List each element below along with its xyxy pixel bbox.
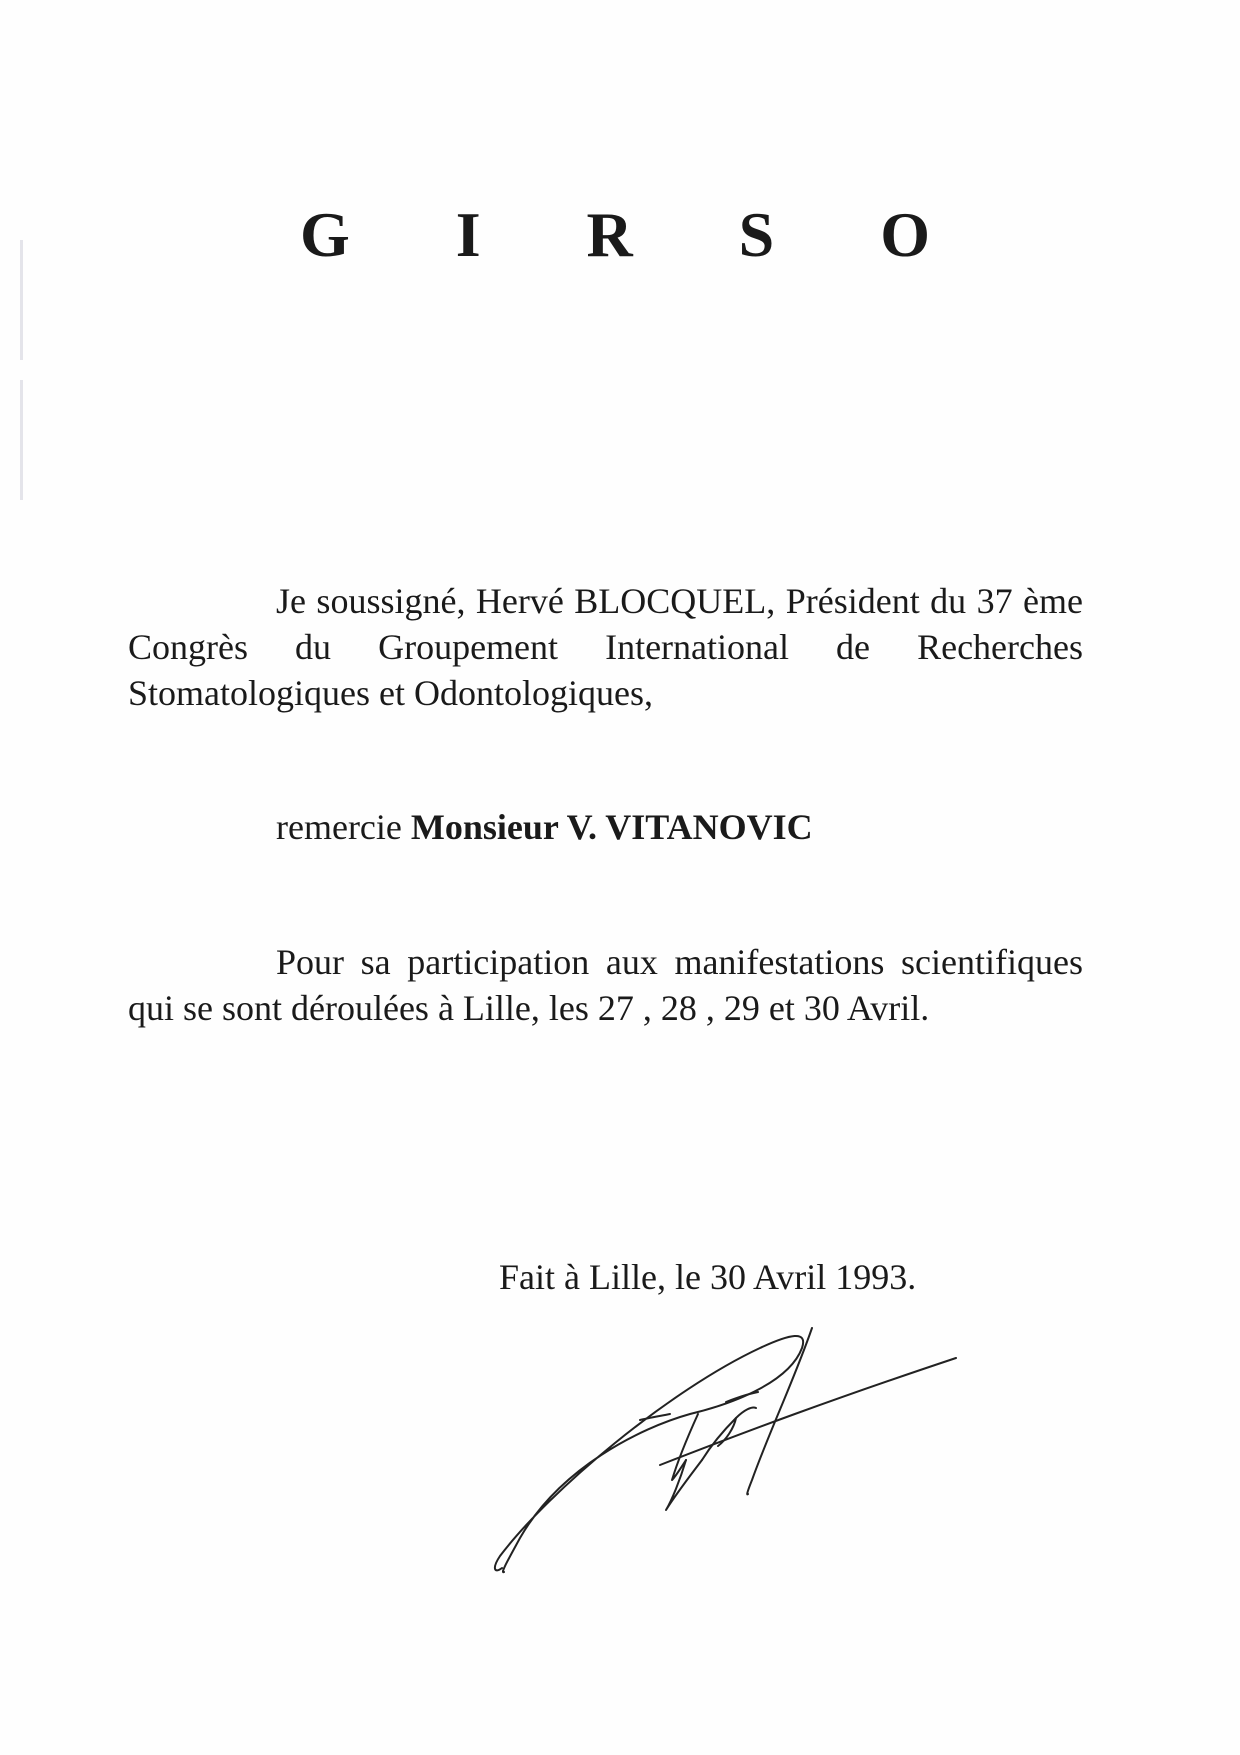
- scan-artifact: [20, 380, 23, 500]
- place-and-date: Fait à Lille, le 30 Avril 1993.: [499, 1257, 917, 1297]
- participation-paragraph: Pour sa participation aux manifestations scientifiques qui se sont déroulées à Lille, les 27 , 28 , 29 et 30 Avril.: [128, 942, 1083, 1028]
- handwritten-signature-icon: [490, 1310, 970, 1580]
- title-letter: G: [300, 199, 350, 270]
- document-title: [300, 195, 930, 275]
- declaration-paragraph: Je soussigné, Hervé BLOCQUEL, Président du 37 ème Congrès du Groupement International de Recherches Stomatologiques et Odontologiques,: [128, 581, 1083, 713]
- scan-artifact: [20, 240, 23, 360]
- title-letter: S: [738, 199, 775, 270]
- recipient-name: Monsieur V. VITANOVIC: [410, 807, 813, 847]
- thanks-verb: remercie: [276, 807, 402, 847]
- title-letter: R: [586, 199, 633, 270]
- thanks-line: [276, 804, 1096, 850]
- title-letter: I: [455, 199, 481, 270]
- title-letter: O: [880, 199, 930, 270]
